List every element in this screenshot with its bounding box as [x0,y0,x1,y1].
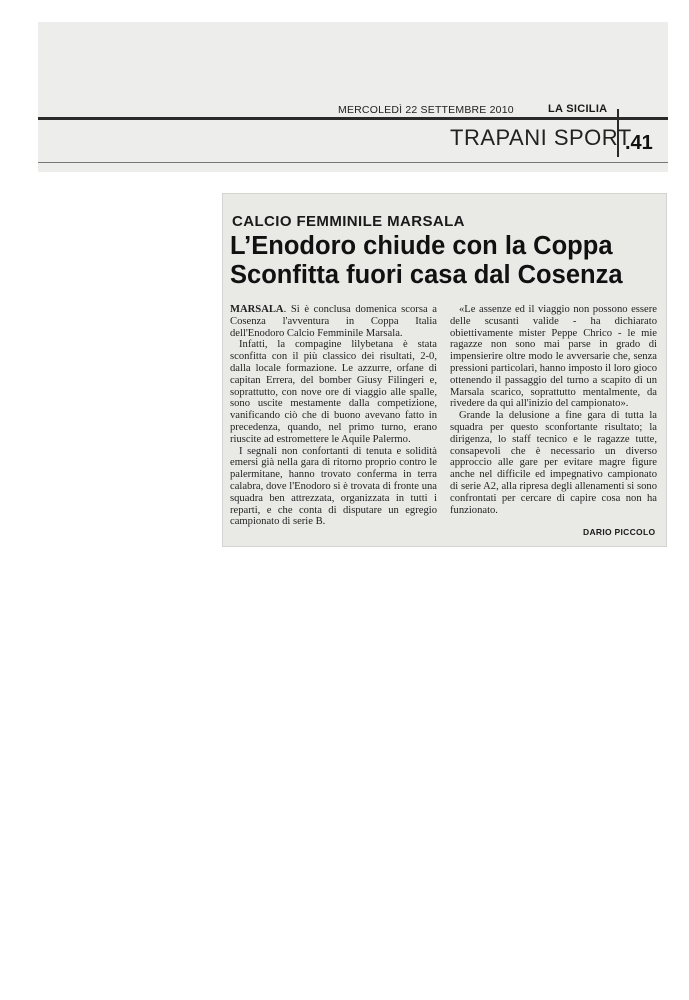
paragraph: Grande la delusione a fine gara di tutta la squadra per questo sconfortante risultato; la dirigenza, lo staff tecnico e le ragazze tutte, consapevoli che è necessario un diverso approccio alle gare per evitare magre figure anche nel difficile ed impegnativo campionato di serie A2, alla ripresa degli allenamenti si sono confrontati per cercare di capire cosa non ha funzionato. [450,410,657,516]
byline: DARIO PICCOLO [583,527,656,537]
paragraph: «Le assenze ed il viaggio non possono essere delle scusanti valide - ha dichiarato obiettivamente mister Peppe Chrico - le mie ragazze non sono mai parse in grado di impensierire oltre modo le avversarie che, senza pressioni particolari, hanno imposto il loro gioco ottenendo il passaggio del turno a scapito di un Marsala scarico, soprattutto mentalmente, da rivedere da qui all'inizio del campionato». [450,304,657,410]
article-column-left [230,304,437,528]
headline-line-1: L’Enodoro chiude con la Coppa [230,232,613,260]
newspaper-name: LA SICILIA [548,103,608,115]
dateline: MARSALA [230,304,284,315]
header-rule [38,117,668,120]
issue-date: MERCOLEDÌ 22 SETTEMBRE 2010 [338,104,514,116]
paragraph: I segnali non confortanti di tenuta e solidità emersi già nella gara di ritorno proprio contro le palermitane, hanno trovato conferma in terra calabra, dove l'Enodoro si è trovata di fronte una squadra ben attrezzata, organizzata in tutti i reparti, e che conta di disputare un egregio campionato di serie B. [230,445,437,528]
article-headline [230,232,660,290]
article-column-right [450,304,657,516]
section-title: TRAPANI SPORT [450,125,632,150]
article-kicker: CALCIO FEMMINILE MARSALA [232,213,465,230]
page-number: .41 [625,132,653,154]
headline-line-2: Sconfitta fuori casa dal Cosenza [230,261,623,289]
paragraph: MARSALA. Si è conclusa domenica scorsa a Cosenza l'avventura in Coppa Italia dell'Enodoro Calcio Femminile Marsala. [230,304,437,339]
back-page-bleed-through [555,700,615,980]
header-bottom-rule [38,162,668,163]
paragraph: Infatti, la compagine lilybetana è stata sconfitta con il più classico dei risultati, 2-0, dalla locale formazione. Le azzurre, orfane di capitan Errera, del bomber Giusy Filingeri e, soprattutto, con nove ore di viaggio alle spalle, sono uscite mestamente dalla competizione, vanificando ciò che di buono avevano fatto in precedenza, quando, nel primo turno, erano riuscite ad estromettere le Aquile Palermo. [230,339,437,445]
